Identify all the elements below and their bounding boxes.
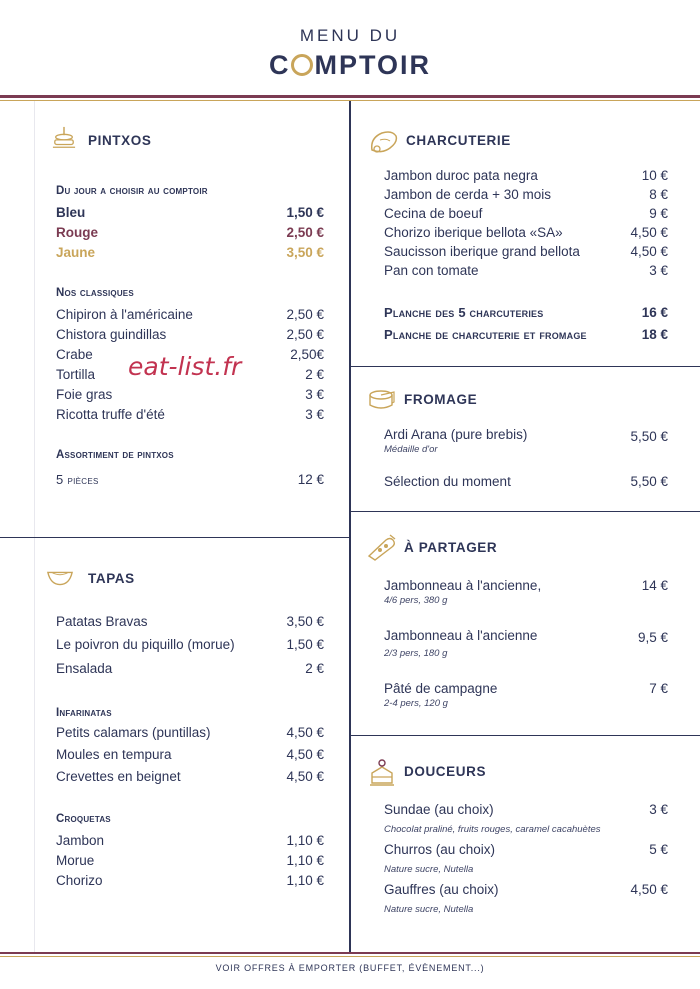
divider-pintxos-tapas: [0, 537, 349, 538]
cheese-icon: [367, 388, 397, 412]
header-title-c: C: [268, 50, 291, 80]
watermark: eat-list.fr: [128, 352, 242, 381]
board-icon: [366, 532, 398, 562]
subhead-classiques: Nos classiques: [56, 287, 134, 299]
cake-icon: [368, 757, 396, 787]
divider-partager-douceurs: [351, 735, 700, 736]
bottom-rule: [0, 952, 700, 954]
subhead-croquetas: Croquetas: [56, 813, 111, 825]
section-title-pintxos: PINTXOS: [88, 133, 152, 148]
footer-note[interactable]: VOIR OFFRES À EMPORTER (BUFFET, ÉVÈNEMENT...): [215, 963, 485, 973]
divider-charcuterie-fromage: [351, 366, 700, 367]
top-rule: [0, 95, 700, 98]
header-title-rest: MPTOIR: [314, 50, 431, 80]
section-title-tapas: TAPAS: [88, 571, 135, 586]
pintxos-skewer-icon: [50, 126, 78, 150]
header-title: [0, 50, 700, 81]
subhead-assortiment: Assortiment de pintxos: [56, 449, 174, 461]
subhead-du-jour: Du jour a choisir au comptoir: [56, 185, 208, 197]
page-edge-line: [34, 101, 35, 952]
section-title-charcuterie: CHARCUTERIE: [406, 133, 511, 148]
section-title-fromage: FROMAGE: [404, 392, 478, 407]
section-title-partager: À PARTAGER: [404, 540, 498, 555]
bottom-rule-gold: [0, 956, 700, 957]
divider-fromage-partager: [351, 511, 700, 512]
menu-header: [0, 0, 700, 96]
subhead-infarinatas: Infarinatas: [56, 707, 112, 719]
logo-o-icon: [291, 54, 313, 76]
header-line1: MENU DU: [299, 26, 401, 45]
bowl-icon: [46, 566, 74, 590]
section-title-douceurs: DOUCEURS: [404, 764, 487, 779]
ham-icon: [368, 128, 400, 158]
column-divider: [349, 101, 351, 952]
